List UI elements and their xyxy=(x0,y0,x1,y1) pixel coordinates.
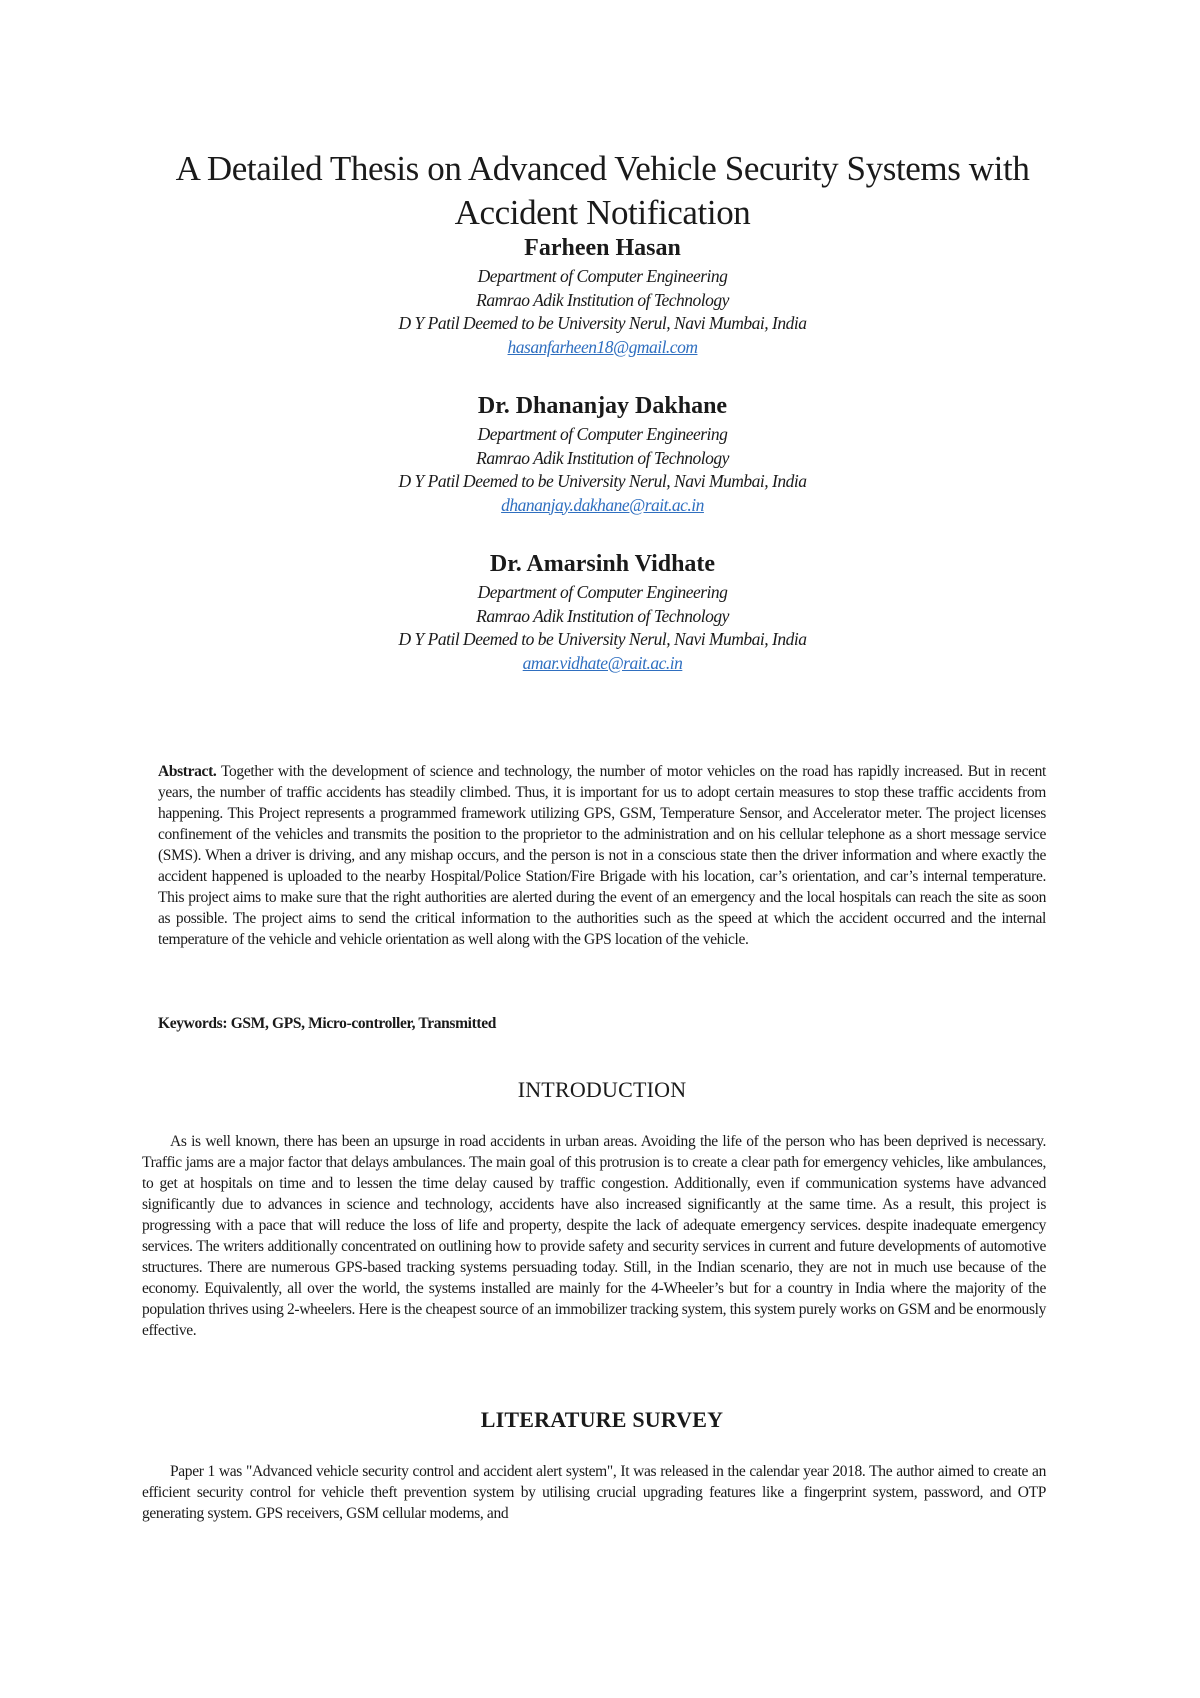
author-email-link[interactable]: hasanfarheen18@gmail.com xyxy=(507,336,698,357)
author-department: Department of Computer Engineering xyxy=(477,424,728,444)
author-institution: Ramrao Adik Institution of Technology xyxy=(476,605,729,626)
author-name: Farheen Hasan xyxy=(524,235,681,261)
abstract xyxy=(158,761,1046,950)
literature-survey-paragraph: Paper 1 was "Advanced vehicle security control and accident alert system", It was released in the calendar year 2018. The author aimed to create an efficient security control for vehicle theft prevention system by utilising crucial upgrading features like a fingerprint system, password, and OTP generating system. GPS receivers, GSM cellular modems, and xyxy=(142,1463,1046,1522)
author-institution: Ramrao Adik Institution of Technology xyxy=(476,447,729,468)
author-block-3 xyxy=(200,549,1005,675)
author-block-2 xyxy=(200,391,1005,517)
author-institution: Ramrao Adik Institution of Technology xyxy=(476,289,729,310)
abstract-text: Together with the development of science and technology, the number of motor vehicles on the road has rapidly increased. But in recent years, the number of traffic accidents has steadily climbed. Thus, it is important for us to adopt certain measures to stop these traffic accidents from happening. This Project represents a programmed framework utilizing GPS, GSM, Temperature Sensor, and Accelerator meter. The project licenses confinement of the vehicles and transmits the position to the proprietor to the administration and on his cellular telephone as a short message service (SMS). When a driver is driving, and any mishap occurs, and the person is not in a conscious state then the driver information and where exactly the accident happened is uploaded to the nearby Hospital/Police Station/Fire Brigade with his location, car’s orientation, and car’s internal temperature. This project aims to make sure that the right authorities are alerted during the event of an emergency and the local hospitals can reach the site as soon as possible. The project aims to send the critical information to the authorities such as the speed at which the accident occurred and the internal temperature of the vehicle and vehicle orientation as well along with the GPS location of the vehicle. xyxy=(158,763,1046,948)
paper-title: A Detailed Thesis on Advanced Vehicle Security Systems with Accident Notification xyxy=(175,149,1030,232)
author-department: Department of Computer Engineering xyxy=(477,266,728,286)
author-university: D Y Patil Deemed to be University Nerul, Navi Mumbai, India xyxy=(398,471,807,491)
author-name: Dr. Dhananjay Dakhane xyxy=(477,393,728,419)
author-university: D Y Patil Deemed to be University Nerul, Navi Mumbai, India xyxy=(398,629,807,649)
abstract-label: Abstract. xyxy=(158,763,217,780)
author-email-link[interactable]: amar.vidhate@rait.ac.in xyxy=(522,652,683,673)
author-block-1 xyxy=(200,233,1005,359)
keywords: Keywords: GSM, GPS, Micro-controller, Transmitted xyxy=(158,1015,497,1032)
author-university: D Y Patil Deemed to be University Nerul, Navi Mumbai, India xyxy=(398,313,807,333)
author-name: Dr. Amarsinh Vidhate xyxy=(489,551,716,577)
author-department: Department of Computer Engineering xyxy=(477,582,728,602)
author-email-link[interactable]: dhananjay.dakhane@rait.ac.in xyxy=(501,494,704,515)
literature-survey-heading: LITERATURE SURVEY xyxy=(480,1407,724,1432)
introduction-paragraph: As is well known, there has been an upsurge in road accidents in urban areas. Avoiding the life of the person who has been deprived is necessary. Traffic jams are a major factor that delays ambulances. The main goal of this protrusion is to create a clear path for emergency vehicles, like ambulances, to get at hospitals on time and to lessen the time delay caused by traffic congestion. Additionally, even if communication systems have advanced significantly due to advances in science and technology, accidents have also increased significantly at the same time. As a result, this project is progressing with a pace that will reduce the loss of life and property, despite the lack of adequate emergency services. despite inadequate emergency services. The writers additionally concentrated on outlining how to provide safety and security services in current and future developments of automotive structures. There are numerous GPS-based tracking systems persuading today. Still, in the Indian scenario, they are not in much use because of the economy. Equivalently, all over the world, the systems installed are mainly for the 4-Wheeler’s but for a country in India where the majority of the population thrives using 2-wheelers. Here is the cheapest source of an immobilizer tracking system, this system purely works on GSM and be enormously effective. xyxy=(142,1133,1046,1339)
introduction-heading: INTRODUCTION xyxy=(517,1077,687,1102)
